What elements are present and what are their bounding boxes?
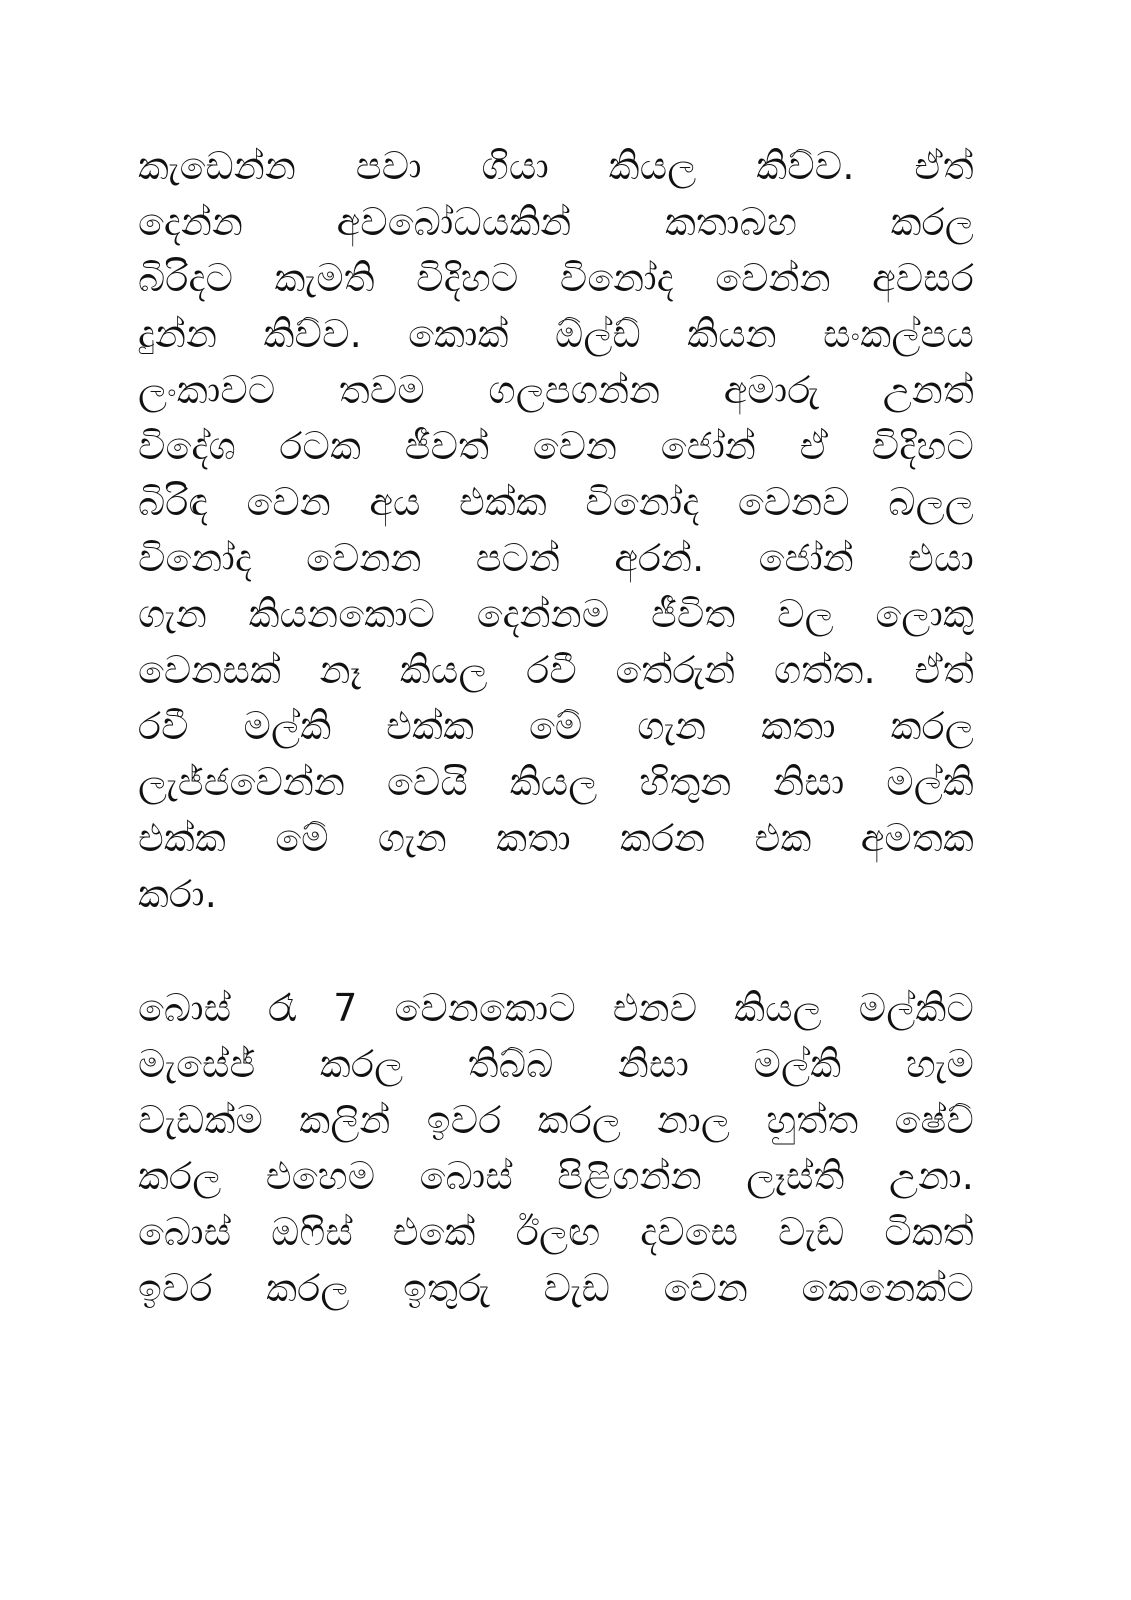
text-line: කැඩෙන්න පවා ගියා කියල කිව්ව. ඒත් [138,144,974,188]
text-line: බිරිදට කැමති විදිහට විනෝද වෙන්න අවසර [138,256,974,300]
text-line: එක්ක මේ ගැන කතා කරන එක අමතක [138,816,974,860]
text-line: බොස් ඔෆිස් එකේ ඊලඟ දවසෙ වැඩ ටිකත් [138,1210,974,1254]
text-line: දුන්න කිව්ව. කොක් ඕල්ඩ් කියන සංකල්පය [138,312,974,356]
text-line: රවී මල්කි එක්ක මේ ගැන කතා කරල [138,704,974,748]
text-line: ඉවර කරල ඉතුරු වැඩ වෙන කෙනෙක්ට [138,1266,974,1310]
text-line: වෙනසක් නෑ කියල රවී තේරුන් ගත්ත. ඒත් [138,648,974,692]
text-line: කරල එහෙම බොස් පිළිගන්න ලෑස්ති උනා. [138,1154,974,1198]
paragraph-1 [138,138,974,922]
text-line: බොස් රෑ 7 වෙනකොට එනව කියල මල්කිට [138,986,974,1030]
text-line: මැසේජ් කරල තිබ්බ නිසා මල්කි හැම [138,1042,974,1086]
text-line: විදේශ රටක ජීවත් වෙන ජෝන් ඒ විදිහට [138,424,974,468]
text-line: ලැජ්ජවෙන්න වෙයි කියල හිතුන නිසා මල්කි [138,760,974,804]
text-line: බිරිඳ වෙන අය එක්ක විනෝද වෙනව බලල [138,480,974,524]
text-line: ගැන කියනකොට දෙන්නම ජීවිත වල ලොකු [138,592,974,636]
text-line: ලංකාවට තවම ගලපගන්න අමාරු උනත් [138,368,974,412]
text-line: කරා. [138,872,217,916]
text-line: දෙන්න අවබෝධයකින් කතාබහ කරල [138,200,974,244]
paragraph-2 [138,980,974,1316]
text-line: විනෝද වෙනන පටන් අරන්. ජෝන් එයා [138,536,974,580]
text-line: වැඩක්ම කලින් ඉවර කරල නාල හුත්ත ෂේව් [138,1098,974,1142]
